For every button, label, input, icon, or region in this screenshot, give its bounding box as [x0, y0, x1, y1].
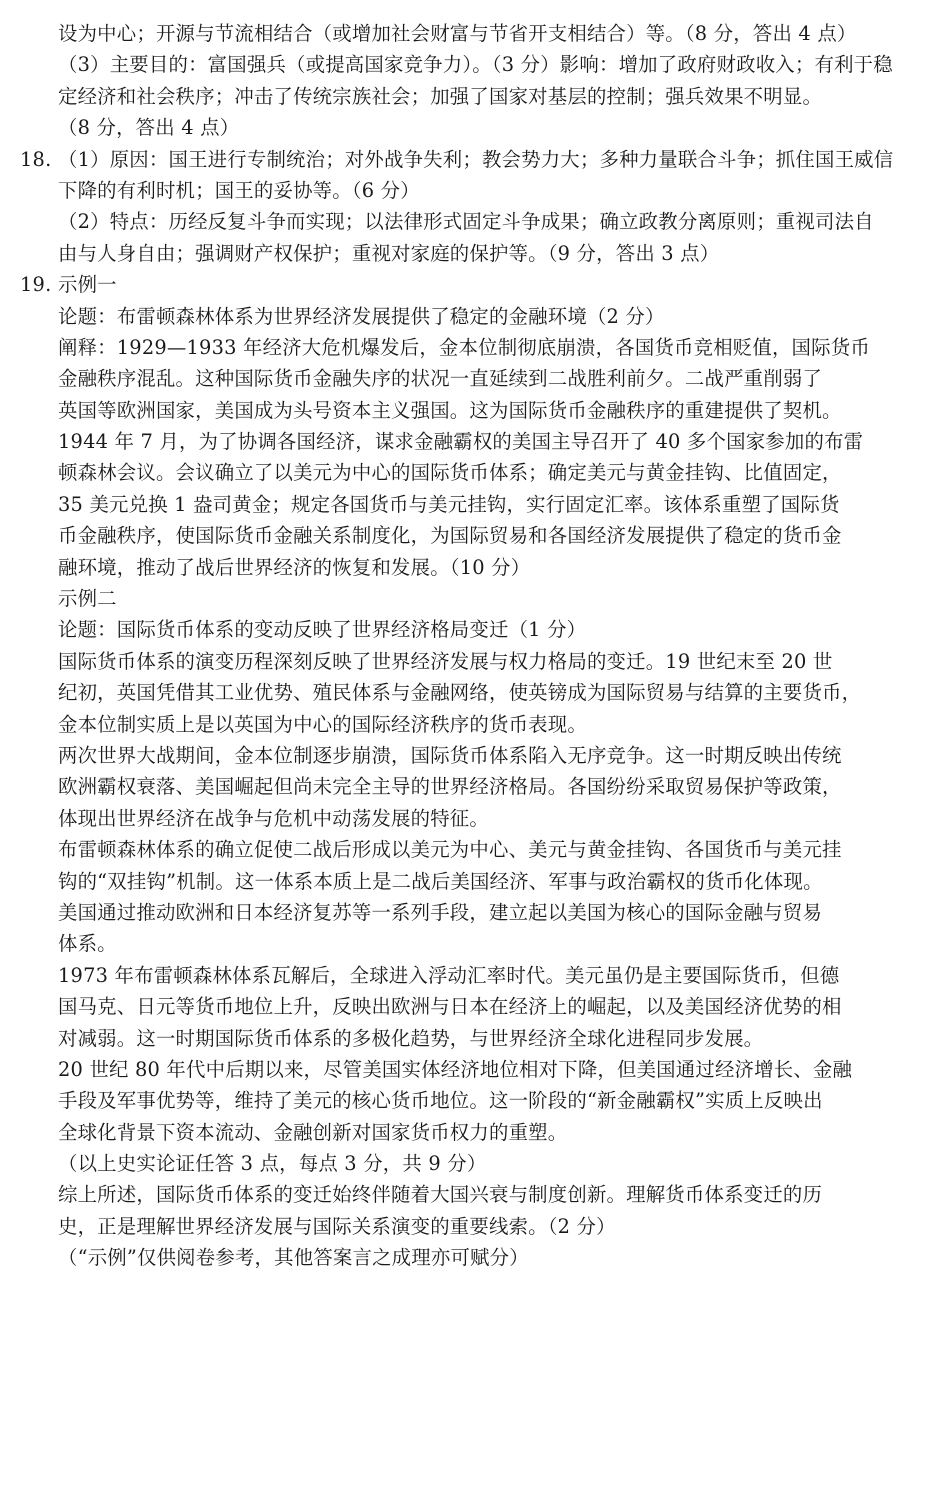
question-number: 18. [20, 147, 52, 171]
example2-line: 1973 年布雷顿森林体系瓦解后，全球进入浮动汇率时代。美元虽仍是主要国际货币，但德 [58, 963, 840, 987]
example2-line: 美国通过推动欧洲和日本经济复苏等一系列手段，建立起以美国为核心的国际金融与贸易 [58, 900, 823, 924]
example1-line: 币金融秩序，使国际货币金融关系制度化，为国际贸易和各国经济发展提供了稳定的货币金 [58, 524, 842, 548]
example1-line: 顿森林会议。会议确立了以美元为中心的国际货币体系；确定美元与黄金挂钩、比值固定， [58, 461, 842, 485]
example2-line: 全球化背景下资本流动、金融创新对国家货币权力的重塑。 [58, 1120, 568, 1144]
example2-line: 纪初，英国凭借其工业优势、殖民体系与金融网络，使英镑成为国际贸易与结算的主要货币， [58, 681, 862, 705]
q17-part3-line: （8 分，答出 4 点） [58, 116, 240, 140]
answer-key-page [20, 18, 940, 1274]
example2-line: 对减弱。这一时期国际货币体系的多极化趋势，与世界经济全球化进程同步发展。 [58, 1026, 764, 1050]
example-heading: 示例一 [58, 273, 117, 297]
conclusion-line: 综上所述，国际货币体系的变迁始终伴随着大国兴衰与制度创新。理解货币体系变迁的历 [58, 1183, 823, 1207]
q17-continuation-line: 设为中心；开源与节流相结合（或增加社会财富与节省开支相结合）等。（8 分，答出 4 点） [58, 22, 857, 45]
example2-line: 体系。 [58, 932, 117, 956]
q17-part3-line: 定经济和社会秩序；冲击了传统宗族社会；加强了国家对基层的控制；强兵效果不明显。 [58, 84, 823, 108]
example1-line: 融环境，推动了战后世界经济的恢复和发展。（10 分） [58, 555, 531, 579]
reference-note: （“示例”仅供阅卷参考，其他答案言之成理亦可赋分） [58, 1246, 529, 1270]
q18-text: （1）原因：国王进行专制统治；对外战争失利；教会势力大；多种力量联合斗争；抓住国王威信 [58, 147, 894, 171]
q18-part2-line: （2）特点：历经反复斗争而实现；以法律形式固定斗争成果；确立政教分离原则；重视司法自 [58, 210, 874, 234]
example2-line: 20 世纪 80 年代中后期以来，尽管美国实体经济地位相对下降，但美国通过经济增长、金融 [58, 1057, 853, 1081]
example2-thesis: 论题：国际货币体系的变动反映了世界经济格局变迁（1 分） [58, 618, 587, 642]
example1-line: 35 美元兑换 1 盎司黄金；规定各国货币与美元挂钩，实行固定汇率。该体系重塑了国际货 [58, 492, 840, 516]
example2-line: 欧洲霸权衰落、美国崛起但尚未完全主导的世界经济格局。各国纷纷采取贸易保护等政策， [58, 775, 842, 799]
example2-heading: 示例二 [58, 587, 117, 611]
q18-part1-line [20, 144, 940, 175]
example1-line: 1944 年 7 月，为了协调各国经济，谋求金融霸权的美国主导召开了 40 多个国家参加的布雷 [58, 430, 864, 454]
q19-example1-heading [20, 269, 940, 300]
example2-line: 布雷顿森林体系的确立促使二战后形成以美元为中心、美元与黄金挂钩、各国货币与美元挂 [58, 838, 842, 862]
q17-part3-line: （3）主要目的：富国强兵（或提高国家竞争力）。（3 分）影响：增加了政府财政收入；有利于稳 [58, 53, 893, 77]
example2-line: 体现出世界经济在战争与危机中动荡发展的特征。 [58, 806, 489, 830]
question-number: 19. [20, 273, 52, 297]
example1-line: 金融秩序混乱。这种国际货币金融失序的状况一直延续到二战胜利前夕。二战严重削弱了 [58, 367, 823, 391]
conclusion-line: 史，正是理解世界经济发展与国际关系演变的重要线索。（2 分） [58, 1214, 616, 1238]
example2-line: 国马克、日元等货币地位上升，反映出欧洲与日本在经济上的崛起，以及美国经济优势的相 [58, 995, 842, 1019]
example2-line: 金本位制实质上是以英国为中心的国际经济秩序的货币表现。 [58, 712, 587, 736]
example2-line: 手段及军事优势等，维持了美元的核心货币地位。这一阶段的“新金融霸权”实质上反映出 [58, 1089, 823, 1113]
example1-line: 阐释：1929—1933 年经济大危机爆发后，金本位制彻底崩溃，各国货币竞相贬值，国际货币 [58, 335, 870, 359]
example2-line: 两次世界大战期间，金本位制逐步崩溃，国际货币体系陷入无序竞争。这一时期反映出传统 [58, 743, 842, 767]
q18-part2-line: 由与人身自由；强调财产权保护；重视对家庭的保护等。（9 分，答出 3 点） [58, 241, 720, 265]
example1-line: 英国等欧洲国家，美国成为头号资本主义强国。这为国际货币金融秩序的重建提供了契机。 [58, 398, 842, 422]
scoring-note: （以上史实论证任答 3 点，每点 3 分，共 9 分） [58, 1152, 487, 1176]
example2-line: 国际货币体系的演变历程深刻反映了世界经济发展与权力格局的变迁。19 世纪末至 20 世 [58, 649, 833, 673]
q18-part1-line: 下降的有利时机；国王的妥协等。（6 分） [58, 178, 420, 202]
example1-thesis: 论题：布雷顿森林体系为世界经济发展提供了稳定的金融环境（2 分） [58, 304, 665, 328]
example2-line: 钩的“双挂钩”机制。这一体系本质上是二战后美国经济、军事与政治霸权的货币化体现。 [58, 869, 823, 893]
